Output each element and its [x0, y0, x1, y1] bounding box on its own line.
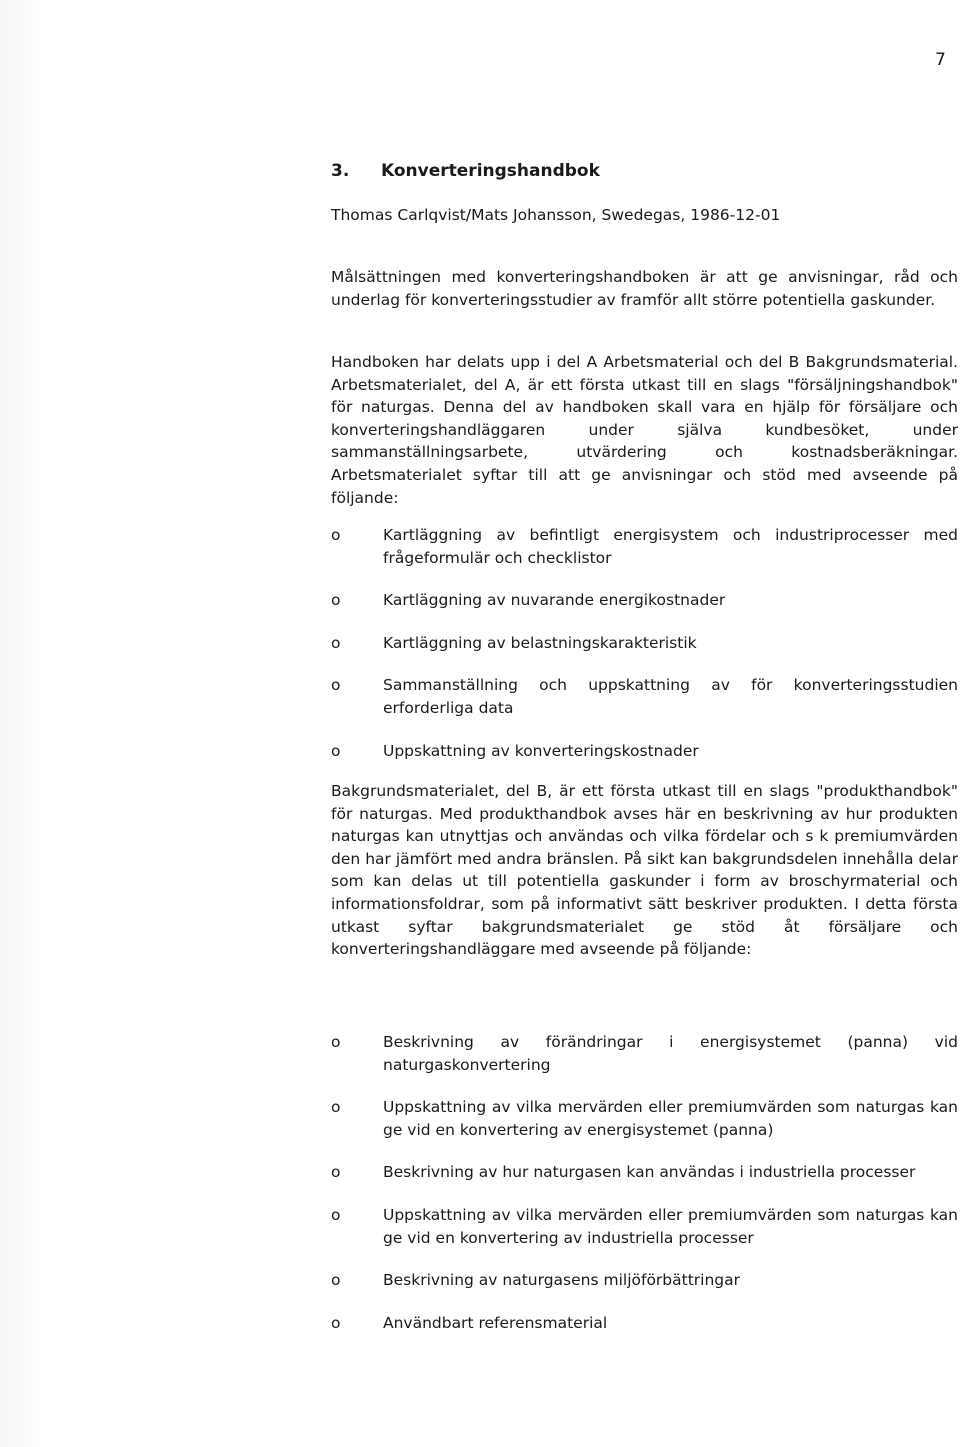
list-arbetsmaterial	[331, 524, 958, 782]
list-item-text: Beskrivning av naturgasens miljöförbättringar	[383, 1271, 741, 1290]
list-item-text: Kartläggning av belastningskarakteristik	[383, 633, 697, 652]
bullet-marker: o	[331, 1098, 341, 1117]
bullet-marker: o	[331, 1163, 341, 1182]
paragraph-text: Bakgrundsmaterialet, del B, är ett första utkast till en slags "produkthandbok" för naturgas. Med produkthandbok avses här en beskrivning av hur produkten naturgas kan utnyttjas och användas och vilka fördelar och s k premiumvärden den har jämfört med andra bränslen. På sikt kan bakgrundsdelen innehålla delar som kan delas ut till potentiella gaskunder i form av broschyrmaterial och informationsfoldrar, som på informativt sätt beskriver produkten. I detta första utkast syftar bakgrundsmaterialet ge stöd åt försäljare och konverteringshandläggare med avseende på följande:	[331, 782, 958, 959]
bullet-marker: o	[331, 633, 341, 652]
bullet-marker: o	[331, 1271, 341, 1290]
section-number: 3.	[331, 161, 350, 181]
list-item-text: Användbart referensmaterial	[383, 1313, 608, 1332]
section-title: Konverteringshandbok	[381, 161, 600, 181]
bullet-marker: o	[331, 1205, 341, 1224]
bullet-marker: o	[331, 1313, 341, 1332]
bullet-marker: o	[331, 526, 341, 544]
list-item	[331, 1161, 958, 1184]
list-item	[331, 1312, 958, 1335]
paragraph-structure	[331, 351, 958, 509]
list-item-text: Beskrivning av hur naturgasen kan användas i industriella processer	[383, 1163, 916, 1182]
page-number: 7	[935, 50, 946, 70]
list-item-text: Kartläggning av befintligt energisystem och industriprocesser med frågeformulär och checklistor	[383, 526, 958, 567]
section-heading	[331, 160, 600, 182]
list-item-text: Uppskattning av konverteringskostnader	[383, 741, 699, 760]
author-line: Thomas Carlqvist/Mats Johansson, Swedegas, 1986-12-01	[331, 206, 781, 224]
list-item	[331, 1204, 958, 1249]
paragraph-background	[331, 780, 958, 961]
list-item	[331, 524, 958, 569]
list-item-text: Kartläggning av nuvarande energikostnader	[383, 591, 726, 610]
list-item	[331, 674, 958, 719]
list-item-text: Beskrivning av förändringar i energisystemet (panna) vid naturgaskonvertering	[383, 1033, 958, 1074]
list-bakgrundsmaterial	[331, 1031, 958, 1354]
bullet-marker: o	[331, 1033, 341, 1051]
paragraph-purpose	[331, 266, 958, 311]
bullet-marker: o	[331, 676, 341, 695]
list-item	[331, 589, 958, 612]
list-item	[331, 1269, 958, 1292]
list-item	[331, 1031, 958, 1076]
paragraph-text: Målsättningen med konverteringshandboken är att ge anvisningar, råd och underlag för konverteringsstudier av framför allt större potentiella gaskunder.	[331, 268, 958, 309]
list-item	[331, 632, 958, 655]
list-item	[331, 740, 958, 763]
bullet-marker: o	[331, 591, 341, 610]
bullet-marker: o	[331, 741, 341, 760]
scan-shadow	[0, 0, 40, 1447]
list-item	[331, 1096, 958, 1141]
list-item-text: Uppskattning av vilka mervärden eller premiumvärden som naturgas kan ge vid en konvertering av energisystemet (panna)	[383, 1098, 958, 1139]
list-item-text: Sammanställning och uppskattning av för konverteringsstudien erforderliga data	[383, 676, 958, 717]
paragraph-text: Handboken har delats upp i del A Arbetsmaterial och del B Bakgrundsmaterial. Arbetsmaterialet, del A, är ett första utkast till en slags "försäljningshandbok" för naturgas. Denna del av handboken skall vara en hjälp för försäljare och konverteringshandläggaren under själva kundbesöket, under sammanställningsarbete, utvärdering och kostnadsberäkningar. Arbetsmaterialet syftar till att ge anvisningar och stöd med avseende på följande:	[331, 353, 958, 507]
list-item-text: Uppskattning av vilka mervärden eller premiumvärden som naturgas kan ge vid en konvertering av industriella processer	[383, 1205, 958, 1247]
